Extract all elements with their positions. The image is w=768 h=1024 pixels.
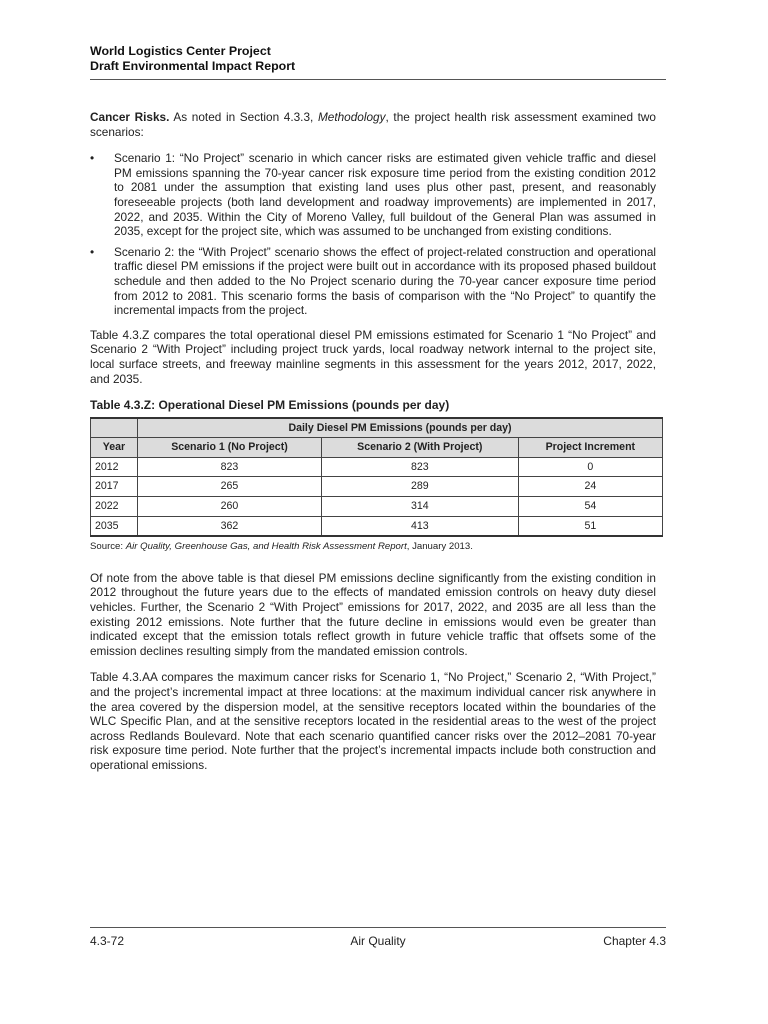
scenario-1-text: Scenario 1: “No Project” scenario in which cancer risks are estimated given vehicle traffic and diesel PM emissions spanning the 70-year cancer risk exposure time period from the existing condition 2012 to 2081 under the assumption that existing land uses plus other past, present, and reasonably foreseeable projects (both land development and roadway improvements) are implemented in 2017, 2022, and 2035. Within the City of Moreno Valley, full buildout of the General Plan was assumed in 2035, except for the project site, which was assumed to be unchanged from existing conditions. [114, 151, 656, 239]
cell-year: 2012 [91, 457, 138, 477]
table-row [91, 516, 663, 536]
footer-divider [90, 927, 666, 928]
cell-scenario-1: 260 [138, 497, 322, 517]
table-corner-cell [91, 418, 138, 438]
footer-section-name: Air Quality [350, 934, 406, 948]
column-header-scenario-1: Scenario 1 (No Project) [138, 438, 322, 458]
intro-text-after: , the project health risk assessment examined two scenarios: [90, 110, 656, 139]
scenario-2-text: Scenario 2: the “With Project” scenario shows the effect of project-related construction and operational traffic diesel PM emissions if the project were built out in accordance with its proposed phased buildout schedule and then added to the No Project scenario during the 70-year cancer exposure time period from 2012 to 2081. This scenario forms the basis of comparison with the “No Project” to quantify the incremental impacts from the project. [114, 244, 656, 318]
source-report-title: Air Quality, Greenhouse Gas, and Health Risk Assessment Report [125, 541, 407, 553]
column-header-increment: Project Increment [518, 438, 662, 458]
column-header-scenario-2: Scenario 2 (With Project) [321, 438, 518, 458]
emissions-table [90, 417, 663, 538]
page-body [90, 110, 656, 785]
table-source-note [90, 540, 656, 555]
emissions-note-paragraph: Of note from the above table is that diesel PM emissions decline significantly from the existing condition in 2012 throughout the future years due to the effects of mandated emission controls on heavy duty diesel vehicles. Further, the Scenario 2 “With Project” emissions for 2017, 2022, and 2035 are all less than the existing 2012 emissions. Note further that the future decline in emissions would even be greater than indicated except that the emission totals reflect growth in future vehicle traffic that offsets some of the emission declines resulting simply from the mandated emission controls. [90, 570, 656, 658]
footer-page-number: 4.3-72 [90, 934, 125, 948]
header-divider [90, 79, 666, 80]
cell-increment: 54 [518, 497, 662, 517]
table-row [91, 477, 663, 497]
cell-scenario-1: 823 [138, 457, 322, 477]
table-intro-paragraph: Table 4.3.Z compares the total operational diesel PM emissions estimated for Scenario 1 “No Project” and Scenario 2 “With Project” including project truck yards, local roadway network internal to the project site, local surface streets, and freeway mainline segments in this assessment for the years 2012, 2017, 2022, and 2035. [90, 327, 656, 386]
cell-increment: 51 [518, 516, 662, 536]
cell-year: 2022 [91, 497, 138, 517]
intro-text-before: As noted in Section 4.3.3, [169, 110, 318, 124]
cell-scenario-2: 289 [321, 477, 518, 497]
cell-scenario-1: 362 [138, 516, 322, 536]
cell-scenario-1: 265 [138, 477, 322, 497]
scenario-list [90, 151, 656, 318]
cell-increment: 24 [518, 477, 662, 497]
table-title: Table 4.3.Z: Operational Diesel PM Emissions (pounds per day) [90, 398, 450, 413]
cell-scenario-2: 823 [321, 457, 518, 477]
intro-lead: Cancer Risks. [90, 110, 170, 124]
cell-scenario-2: 413 [321, 516, 518, 536]
table-group-header: Daily Diesel PM Emissions (pounds per day) [138, 418, 663, 438]
cell-year: 2035 [91, 516, 138, 536]
cell-year: 2017 [91, 477, 138, 497]
scenario-item [90, 151, 656, 239]
bullet-icon: • [90, 151, 95, 166]
intro-paragraph [90, 110, 656, 139]
header-project-title: World Logistics Center Project [90, 44, 271, 58]
column-header-year: Year [91, 438, 138, 458]
header-report-title: Draft Environmental Impact Report [90, 59, 296, 73]
table-row [91, 497, 663, 517]
bullet-icon: • [90, 244, 95, 259]
cancer-risk-paragraph: Table 4.3.AA compares the maximum cancer risks for Scenario 1, “No Project,” Scenario 2, “With Project,” and the project’s incremental impact at three locations: at the maximum individual cancer risk anywhere in the area covered by the dispersion model, at the sensitive receptors located within the boundaries of the WLC Specific Plan, and at the sensitive receptors located in the residential areas to the west of the project across Redlands Boulevard. Note that each scenario quantified cancer risks over the 2012–2081 70-year risk exposure time period. Note further that the project’s incremental impacts include both construction and operational emissions. [90, 670, 656, 772]
cell-increment: 0 [518, 457, 662, 477]
footer-chapter: Chapter 4.3 [603, 934, 666, 948]
intro-methodology: Methodology [317, 110, 386, 124]
scenario-item [90, 245, 656, 318]
page-header [90, 44, 666, 74]
table-row [91, 457, 663, 477]
cell-scenario-2: 314 [321, 497, 518, 517]
source-date: , January 2013. [406, 541, 473, 553]
source-label: Source: [90, 541, 126, 553]
